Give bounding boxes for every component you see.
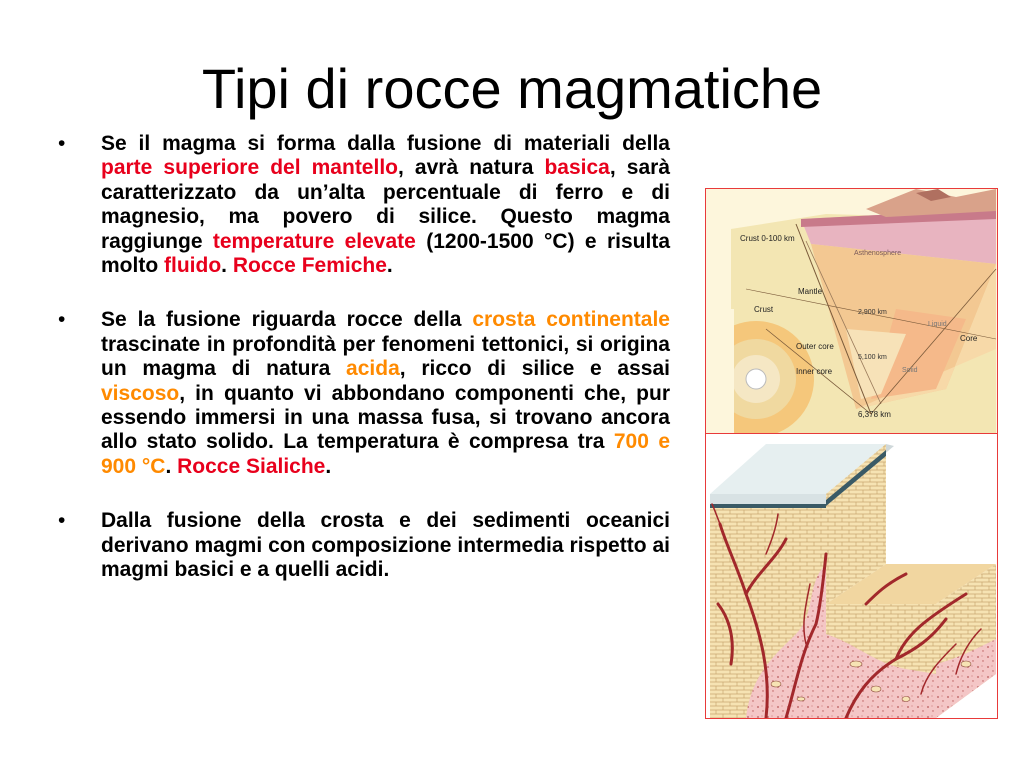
bullet-marker: •	[58, 308, 66, 332]
highlight-text: temperature elevate	[212, 229, 416, 253]
text-run: .	[221, 254, 233, 278]
text-run: , in quanto vi abbondano componenti che, pur essendo immersi in una massa fusa, si trovano ancora allo stato solido. La temperatura è compresa tra	[101, 381, 670, 454]
text-run: (1200-1500 °C) e risulta molto	[101, 229, 670, 278]
text-run: Dalla fusione della crosta e dei sedimenti oceanici derivano magmi con composizione intermedia rispetto ai magmi basici e a quelli acidi.	[101, 509, 670, 582]
bullet-list	[58, 132, 670, 613]
label-core: Core	[960, 334, 978, 343]
earth-structure-illustration	[706, 189, 997, 433]
label-2900: 2,900 km	[858, 309, 887, 316]
label-inner-core: Inner core	[796, 367, 833, 376]
highlight-text: basica	[544, 156, 610, 180]
bullet-item-sialiche	[58, 308, 670, 479]
earth-structure-figure	[705, 188, 998, 434]
text-run: .	[325, 454, 332, 478]
text-run: , sarà caratterizzato da un’alta percentuale di ferro e di magnesio, ma povero di silice. Questo magma raggiunge	[101, 156, 671, 253]
highlight-text: Rocce Femiche	[232, 254, 387, 278]
bullet-item-femiche	[58, 132, 670, 278]
text-run: trascinate in profondità per fenomeni tettonici, si origina un magma di natura	[101, 332, 670, 381]
label-asthenosphere: Asthenosphere	[854, 250, 902, 257]
label-liquid: Liquid	[928, 321, 947, 328]
text-run: .	[165, 454, 178, 478]
label-crust: Crust	[754, 305, 774, 314]
highlight-text: fluido	[164, 254, 222, 278]
label-outer-core: Outer core	[796, 342, 834, 351]
label-5100: 5,100 km	[858, 354, 887, 361]
magma-intrusion-figure	[705, 433, 998, 719]
bullet-marker: •	[58, 132, 66, 155]
bullet-item-intermedi	[58, 509, 670, 582]
label-solid: Solid	[902, 367, 918, 374]
highlight-text: viscoso	[101, 381, 180, 405]
text-run: Se la fusione riguarda rocce della	[101, 308, 473, 332]
highlight-text: crosta continentale	[472, 308, 670, 332]
highlight-text: parte superiore del mantello	[101, 156, 398, 180]
highlight-text: acida	[346, 357, 400, 381]
slide-title: Tipi di rocce magmatiche	[201, 57, 823, 120]
text-run: Se il magma si forma dalla fusione di materiali della	[101, 132, 670, 155]
highlight-text: 700 e 900 °C	[101, 430, 670, 478]
text-run: .	[386, 254, 393, 278]
label-mantle: Mantle	[798, 287, 823, 296]
text-run: , avrà natura	[398, 156, 545, 180]
text-run: , ricco di silice e assai	[399, 357, 670, 381]
label-crust-top: Crust 0-100 km	[740, 234, 795, 243]
magma-intrusion-illustration	[706, 434, 997, 718]
label-6378: 6,378 km	[858, 410, 891, 419]
bullet-marker: •	[58, 509, 66, 533]
highlight-text: Rocce Sialiche	[177, 454, 326, 478]
